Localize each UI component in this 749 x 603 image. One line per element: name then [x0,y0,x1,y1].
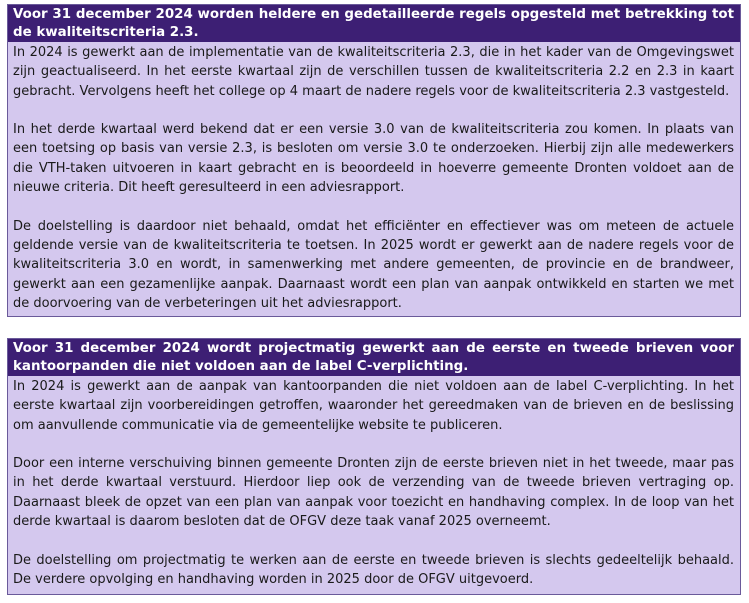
paragraph: In 2024 is gewerkt aan de aanpak van kantoorpanden die niet voldoen aan de label C-verplichting. In het eerste kwartaal zijn voorbereidingen getroffen, waaronder het gereedmaken van de brieven en de beslissing om aanvullende communicatie via de gemeentelijke website te publiceren. [13,379,734,433]
section-heading: Voor 31 december 2024 wordt projectmatig gewerkt aan de eerste en tweede brieven voor kantoorpanden die niet voldoen aan de label C-verplichting. [8,339,740,376]
section-heading: Voor 31 december 2024 worden heldere en gedetailleerde regels opgesteld met betrekking tot de kwaliteitscriteria 2.3. [8,5,740,42]
paragraph: De doelstelling om projectmatig te werken aan de eerste en tweede brieven is slechts gedeeltelijk behaald. De verdere opvolging en handhaving worden in 2025 door de OFGV uitgevoerd. [13,552,734,587]
section-body [8,42,740,316]
paragraph: Door een interne verschuiving binnen gemeente Dronten zijn de eerste brieven niet in het tweede, maar pas in het derde kwartaal verstuurd. Hierdoor liep ook de verzending van de tweede brieven vertraging op. Daarnaast bleek de opzet van een plan van aanpak voor toezicht en handhaving complex. In de loop van het derde kwartaal is daarom besloten dat de OFGV deze taak vanaf 2025 overneemt. [13,456,734,530]
section-kwaliteitscriteria [7,4,741,317]
section-body [8,376,740,594]
paragraph: De doelstelling is daardoor niet behaald, omdat het efficiënter en effectiever was om meteen de actuele geldende versie van de kwaliteitscriteria te toetsen. In 2025 wordt er gewerkt aan de nadere regels voor de kwaliteitscriteria 3.0 en wordt, in samenwerking met andere gemeenten, de provincie en de brandweer, gewerkt aan een gezamenlijke aanpak. Daarnaast wordt een plan van aanpak ontwikkeld en starten we met de doorvoering van de verbeteringen uit het adviesrapport. [13,218,734,311]
section-label-c-verplichting [7,338,741,595]
paragraph: In het derde kwartaal werd bekend dat er een versie 3.0 van de kwaliteitscriteria zou komen. In plaats van een toetsing op basis van versie 2.3, is besloten om versie 3.0 te onderzoeken. Hierbij zijn alle medewerkers die VTH-taken uitvoeren in kaart gebracht en is beoordeeld in hoeverre gemeente Dronten voldoet aan de nieuwe criteria. Dit heeft geresulteerd in een adviesrapport. [13,122,734,196]
paragraph: In 2024 is gewerkt aan de implementatie van de kwaliteitscriteria 2.3, die in het kader van de Omgevingswet zijn geactualiseerd. In het eerste kwartaal zijn de verschillen tussen de kwaliteitscriteria 2.2 en 2.3 in kaart gebracht. Vervolgens heeft het college op 4 maart de nadere regels voor de kwaliteitscriteria 2.3 vastgesteld. [13,45,734,99]
